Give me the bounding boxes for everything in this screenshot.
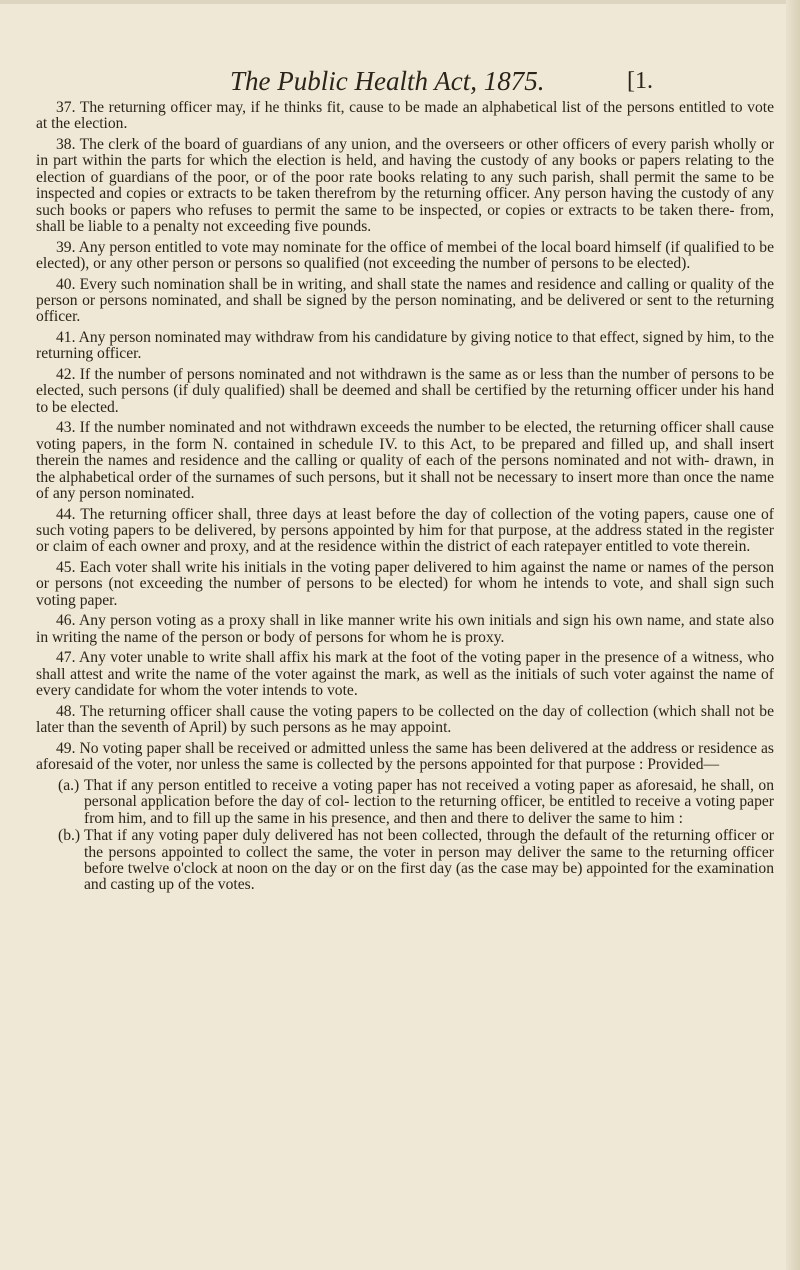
section-text: Any person nominated may withdraw from his candidature by giving notice to that effect, signed by him, to the returning officer.	[36, 329, 774, 363]
page-binding-shadow	[786, 0, 800, 1270]
section-number: 48.	[56, 702, 76, 720]
section-paragraph	[36, 507, 774, 556]
section-number: 38.	[56, 136, 76, 153]
section-paragraph	[36, 277, 774, 326]
section-text: No voting paper shall be received or admitted unless the same has been delivered at the address or residence as aforesaid of the voter, nor unless the same is collected by the persons appointed for that purpose : Provided—	[36, 739, 774, 774]
section-text: The returning officer shall, three days at least before the day of collection of the voting papers, cause one of such voting papers to be delivered, by persons appointed by him for that purpose, at the address stated in the register or claim of each owner and proxy, and at the residence within the district of each ratepayer entitled to vote therein.	[36, 505, 775, 556]
act-year: 1875.	[483, 66, 545, 96]
section-number: 40.	[56, 275, 76, 293]
section-number: 43.	[56, 419, 76, 437]
proviso-label: (b.)	[58, 827, 81, 845]
section-number: 37.	[56, 99, 76, 116]
section-number: 44.	[56, 505, 76, 523]
section-text: If the number of persons nominated and not withdrawn is the same as or less than the number of persons to be elected, such persons (if duly qualified) shall be deemed and shall be certified by the returning officer under his hand to be elected.	[36, 366, 774, 416]
proviso-label: (a.)	[58, 776, 80, 794]
section-number: 45.	[56, 559, 76, 577]
section-paragraph	[36, 560, 774, 609]
section-paragraph	[36, 240, 774, 273]
section-text: The returning officer may, if he thinks fit, cause to be made an alphabetical list of the persons entitled to vote at the election.	[36, 99, 774, 133]
section-number: 47.	[56, 649, 76, 667]
section-paragraph	[36, 137, 774, 235]
proviso-text: That if any person entitled to receive a voting paper has not received a voting paper as aforesaid, he shall, on personal application before the day of col- lection to the returning officer, be entitled to receive a voting paper from him, and to fill up the same in his presence, and then and there to deliver the same to him :	[84, 776, 774, 827]
section-paragraph	[36, 741, 774, 774]
section-number: 41.	[56, 329, 76, 347]
section-paragraph	[36, 330, 774, 363]
proviso-text: That if any voting paper duly delivered has not been collected, through the default of the returning officer or the persons appointed to collect the same, the voter in person may deliver the same to the returning officer before twelve o'clock at noon on the day or on the first day (as the case may be) appointed for the examination and casting up of the votes.	[84, 827, 774, 894]
section-text: The returning officer shall cause the voting papers to be collected on the day of collection (which shall not be later than the seventh of April) by such persons as he may appoint.	[36, 702, 774, 737]
section-paragraph	[36, 367, 774, 416]
act-title: The Public Health Act,	[230, 66, 477, 96]
document-body	[36, 100, 774, 895]
section-paragraph	[36, 100, 774, 133]
running-title	[230, 66, 544, 97]
section-text: Any voter unable to write shall affix his mark at the foot of the voting paper in the presence of a witness, who shall attest and write the name of the voter against the mark, as well as the initials of such voter against the name of every candidate for whom the voter intends to vote.	[36, 649, 774, 700]
section-number: 46.	[56, 612, 76, 630]
section-number: 39.	[56, 238, 76, 256]
section-number: 42.	[56, 366, 76, 384]
section-number: 49.	[56, 739, 76, 757]
section-paragraph	[36, 613, 774, 646]
proviso-paragraph	[58, 827, 774, 894]
section-text: Every such nomination shall be in writing, and shall state the names and residence and calling or quality of the person or persons nominated, and shall be signed by the person nominating, and be delivered or sent to the returning officer.	[36, 275, 774, 326]
section-text: Any person entitled to vote may nominate for the office of membei of the local board himself (if qualified to be elected), or any other person or persons so qualified (not exceeding the number of persons to be elected).	[36, 238, 775, 273]
proviso-paragraph	[58, 776, 774, 827]
section-text: The clerk of the board of guardians of any union, and the overseers or other officers of every parish wholly or in part within the parts for which the election is held, and having the custody of any books or papers relating to the election of guardians of the poor, or of the poor rate books relating to any such parish, shall permit the same to be inspected and copies or extracts to be taken therefrom by the returning officer. Any person having the custody of any such books or papers who refuses to permit the same to be inspected, or copies or extracts to be taken there- from, shall be liable to a penalty not exceeding five pounds.	[36, 136, 774, 236]
section-text: Any person voting as a proxy shall in like manner write his own initials and sign his own name, and state also in writing the name of the person or body of persons for whom he is proxy.	[36, 612, 774, 646]
section-paragraph	[36, 704, 774, 737]
page-number: [1.	[627, 68, 653, 94]
section-paragraph	[36, 420, 774, 502]
section-text: If the number nominated and not withdrawn exceeds the number to be elected, the returning officer shall cause voting papers, in the form N. contained in schedule IV. to this Act, to be prepared and filled up, and shall insert therein the names and residence and the calling or quality of each of the persons nominated and not with- drawn, in the alphabetical order of the surnames of such persons, but it shall not be necessary to insert more than once the name of any person nominated.	[36, 419, 774, 503]
section-paragraph	[36, 650, 774, 699]
page-top-edge	[0, 0, 800, 4]
section-text: Each voter shall write his initials in the voting paper delivered to him against the name or names of the person or persons (not exceeding the number of persons to be elected) for whom he intends to vote, and shall sign such voting paper.	[36, 559, 774, 609]
